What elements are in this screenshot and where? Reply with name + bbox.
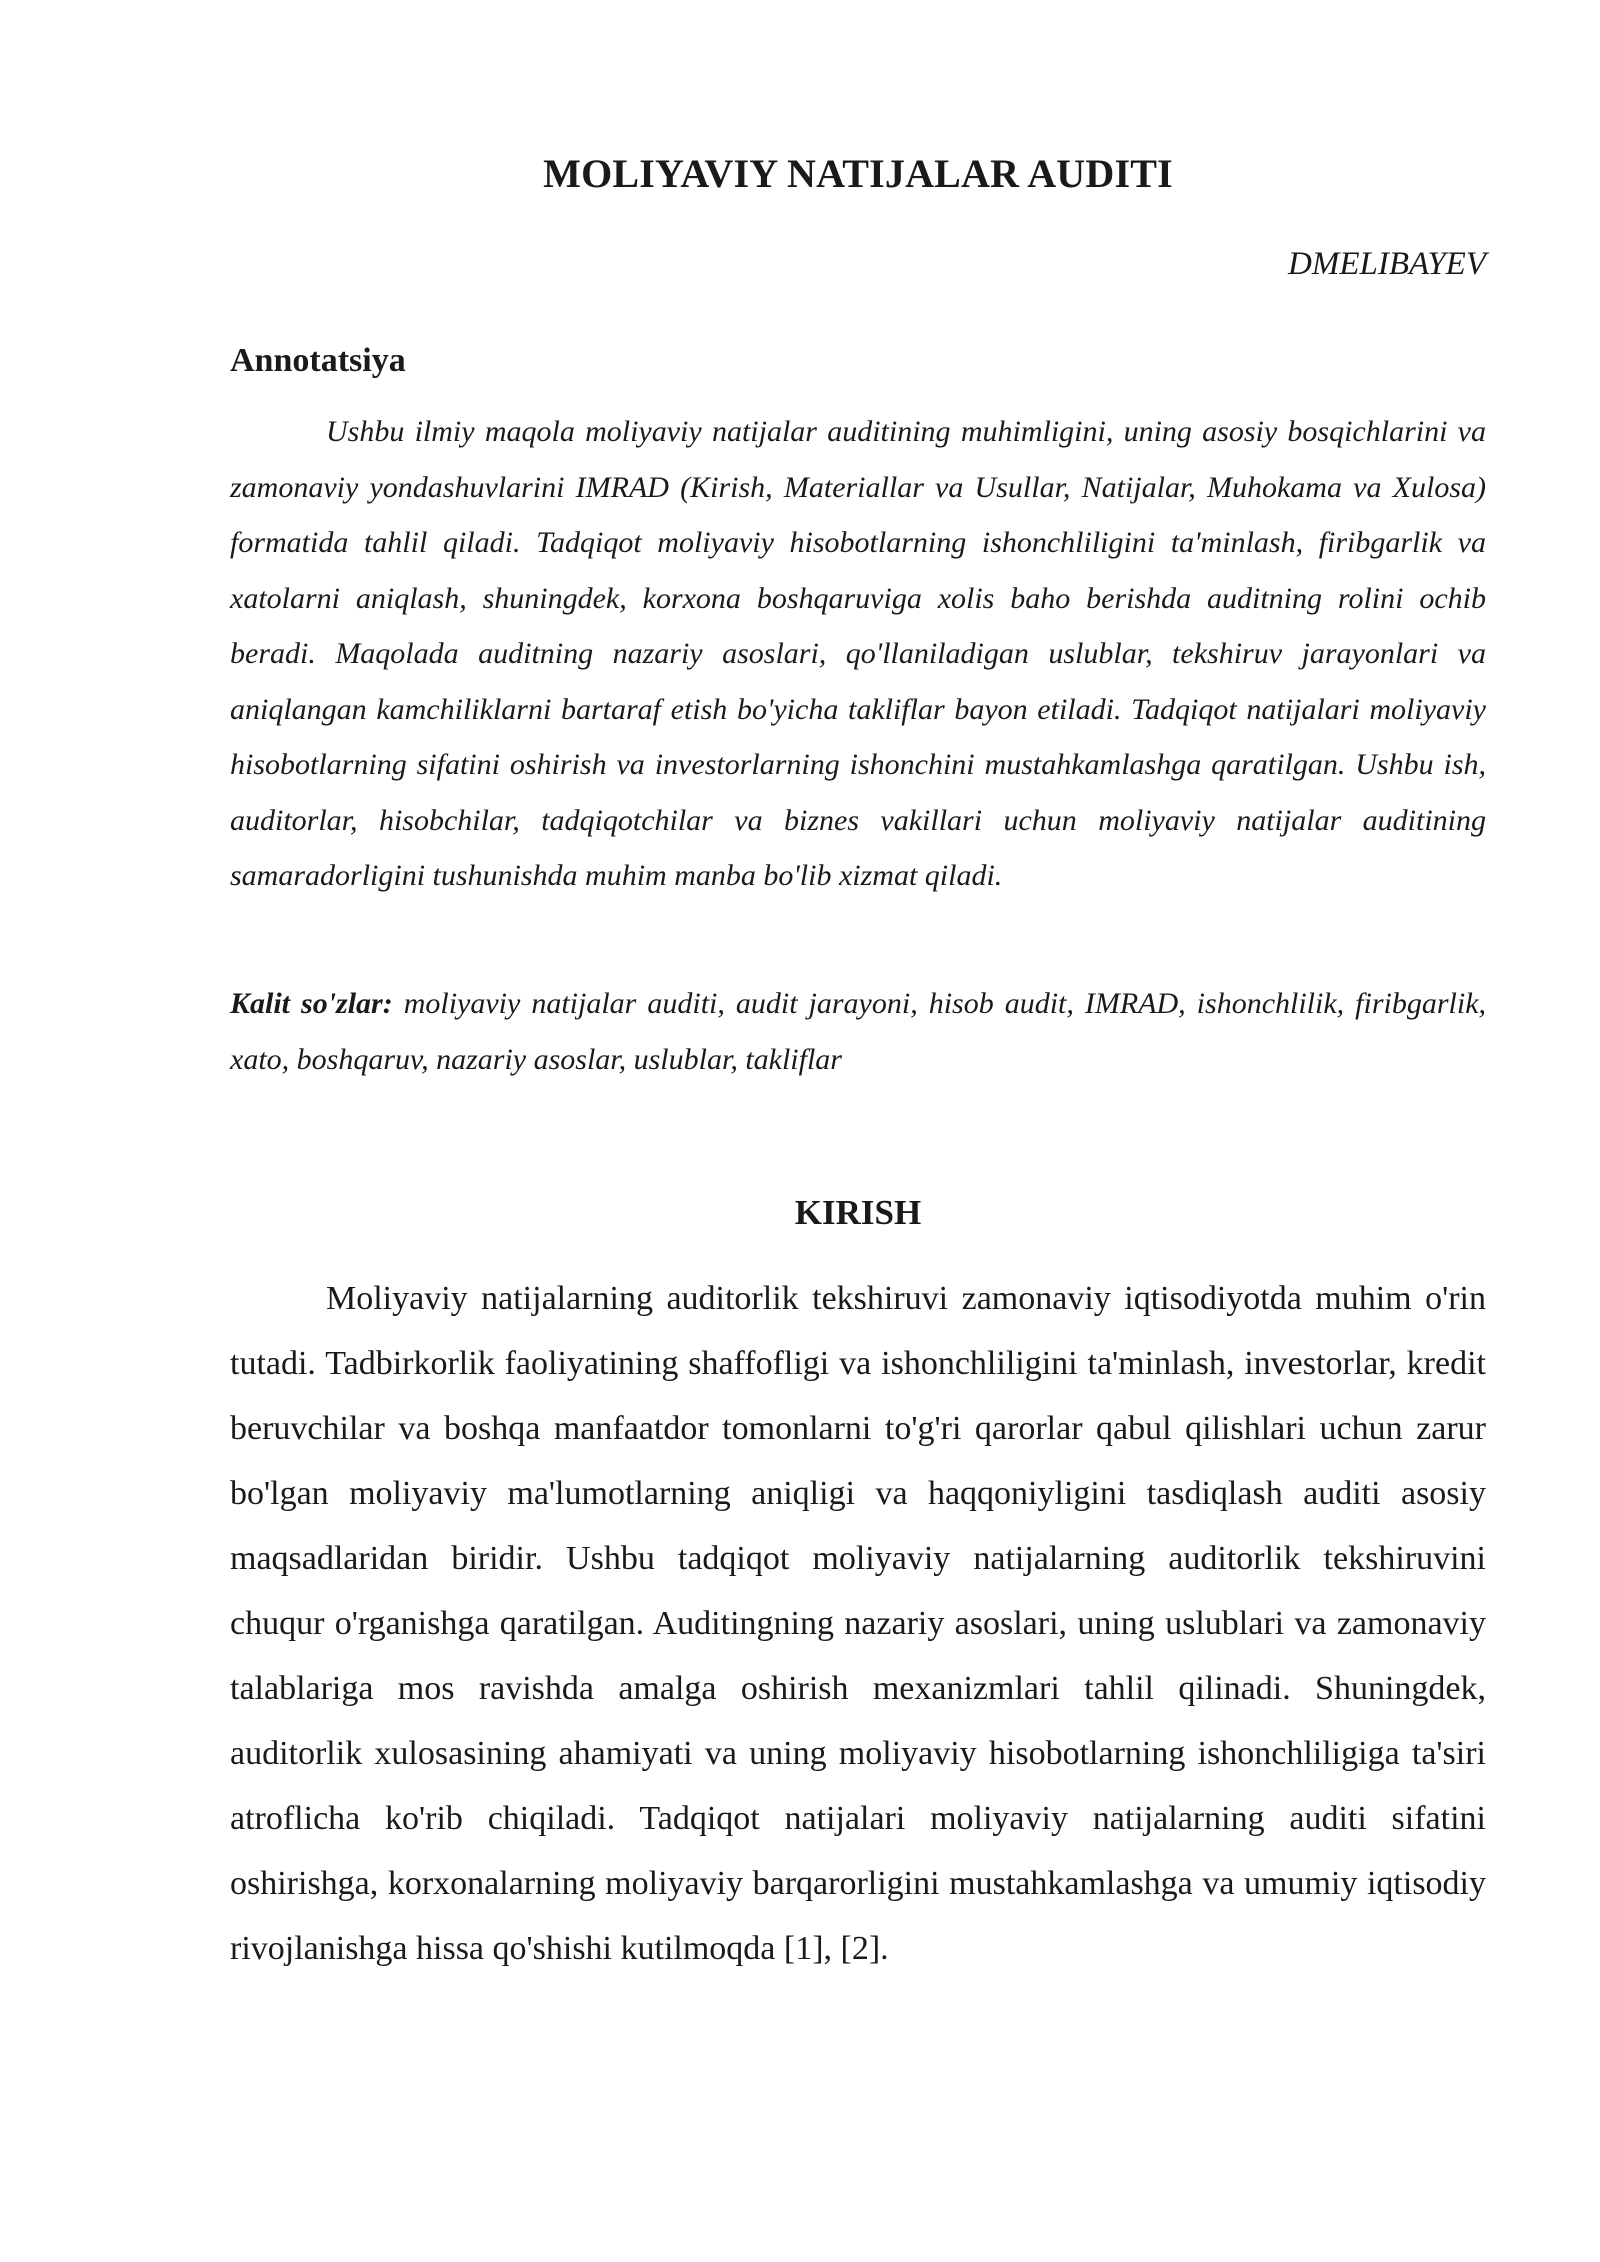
keywords-label: Kalit so'zlar:	[230, 987, 393, 1020]
annotation-text: Ushbu ilmiy maqola moliyaviy natijalar auditining muhimligini, uning asosiy bosqichlarini va zamonaviy yondashuvlarini IMRAD (Kirish, Materiallar va Usullar, Natijalar, Muhokama va Xulosa) formatida tahlil qiladi. Tadqiqot moliyaviy hisobotlarning ishonchliligini ta'minlash, firibgarlik va xatolarni aniqlash, shuningdek, korxona boshqaruviga xolis baho berishda auditning rolini ochib beradi. Maqolada auditning nazariy asoslari, qo'llaniladigan uslublar, tekshiruv jarayonlari va aniqlangan kamchiliklarni bartaraf etish bo'yicha takliflar bayon etiladi. Tadqiqot natijalari moliyaviy hisobotlarning sifatini oshirish va investorlarning ishonchini mustahkamlashga qaratilgan. Ushbu ish, auditorlar, hisobchilar, tadqiqotchilar va biznes vakillari uchun moliyaviy natijalar auditining samaradorligini tushunishda muhim manba bo'lib xizmat qiladi.	[230, 415, 1486, 892]
introduction-text: Moliyaviy natijalarning auditorlik tekshiruvi zamonaviy iqtisodiyotda muhim o'rin tutadi. Tadbirkorlik faoliyatining shaffofligi va ishonchliligini ta'minlash, investorlar, kredit beruvchilar va boshqa manfaatdor tomonlarni to'g'ri qarorlar qabul qilishlari uchun zarur bo'lgan moliyaviy ma'lumotlarning aniqligi va haqqoniyligini tasdiqlash auditi asosiy maqsadlaridan biridir. Ushbu tadqiqot moliyaviy natijalarning auditorlik tekshiruvini chuqur o'rganishga qaratilgan. Auditingning nazariy asoslari, uning uslublari va zamonaviy talablariga mos ravishda amalga oshirish mexanizmlari tahlil qilinadi. Shuningdek, auditorlik xulosasining ahamiyati va uning moliyaviy hisobotlarning ishonchliligiga ta'siri atroflicha ko'rib chiqiladi. Tadqiqot natijalari moliyaviy natijalarning auditi sifatini oshirishga, korxonalarning moliyaviy barqarorligini mustahkamlashga va umumiy iqtisodiy rivojlanishga hissa qo'shishi kutilmoqda [1], [2].	[230, 1280, 1486, 1967]
keywords-text: moliyaviy natijalar auditi, audit jarayoni, hisob audit, IMRAD, ishonchlilik, firibgarlik, xato, boshqaruv, nazariy asoslar, uslublar, takliflar	[230, 987, 1487, 1076]
author-name: DMELIBAYEV	[1288, 246, 1486, 282]
document-title: MOLIYAVIY NATIJALAR AUDITI	[543, 151, 1173, 196]
keywords-paragraph	[230, 976, 1486, 1087]
annotation-heading: Annotatsiya	[230, 342, 406, 379]
section-heading-introduction: KIRISH	[794, 1193, 922, 1232]
